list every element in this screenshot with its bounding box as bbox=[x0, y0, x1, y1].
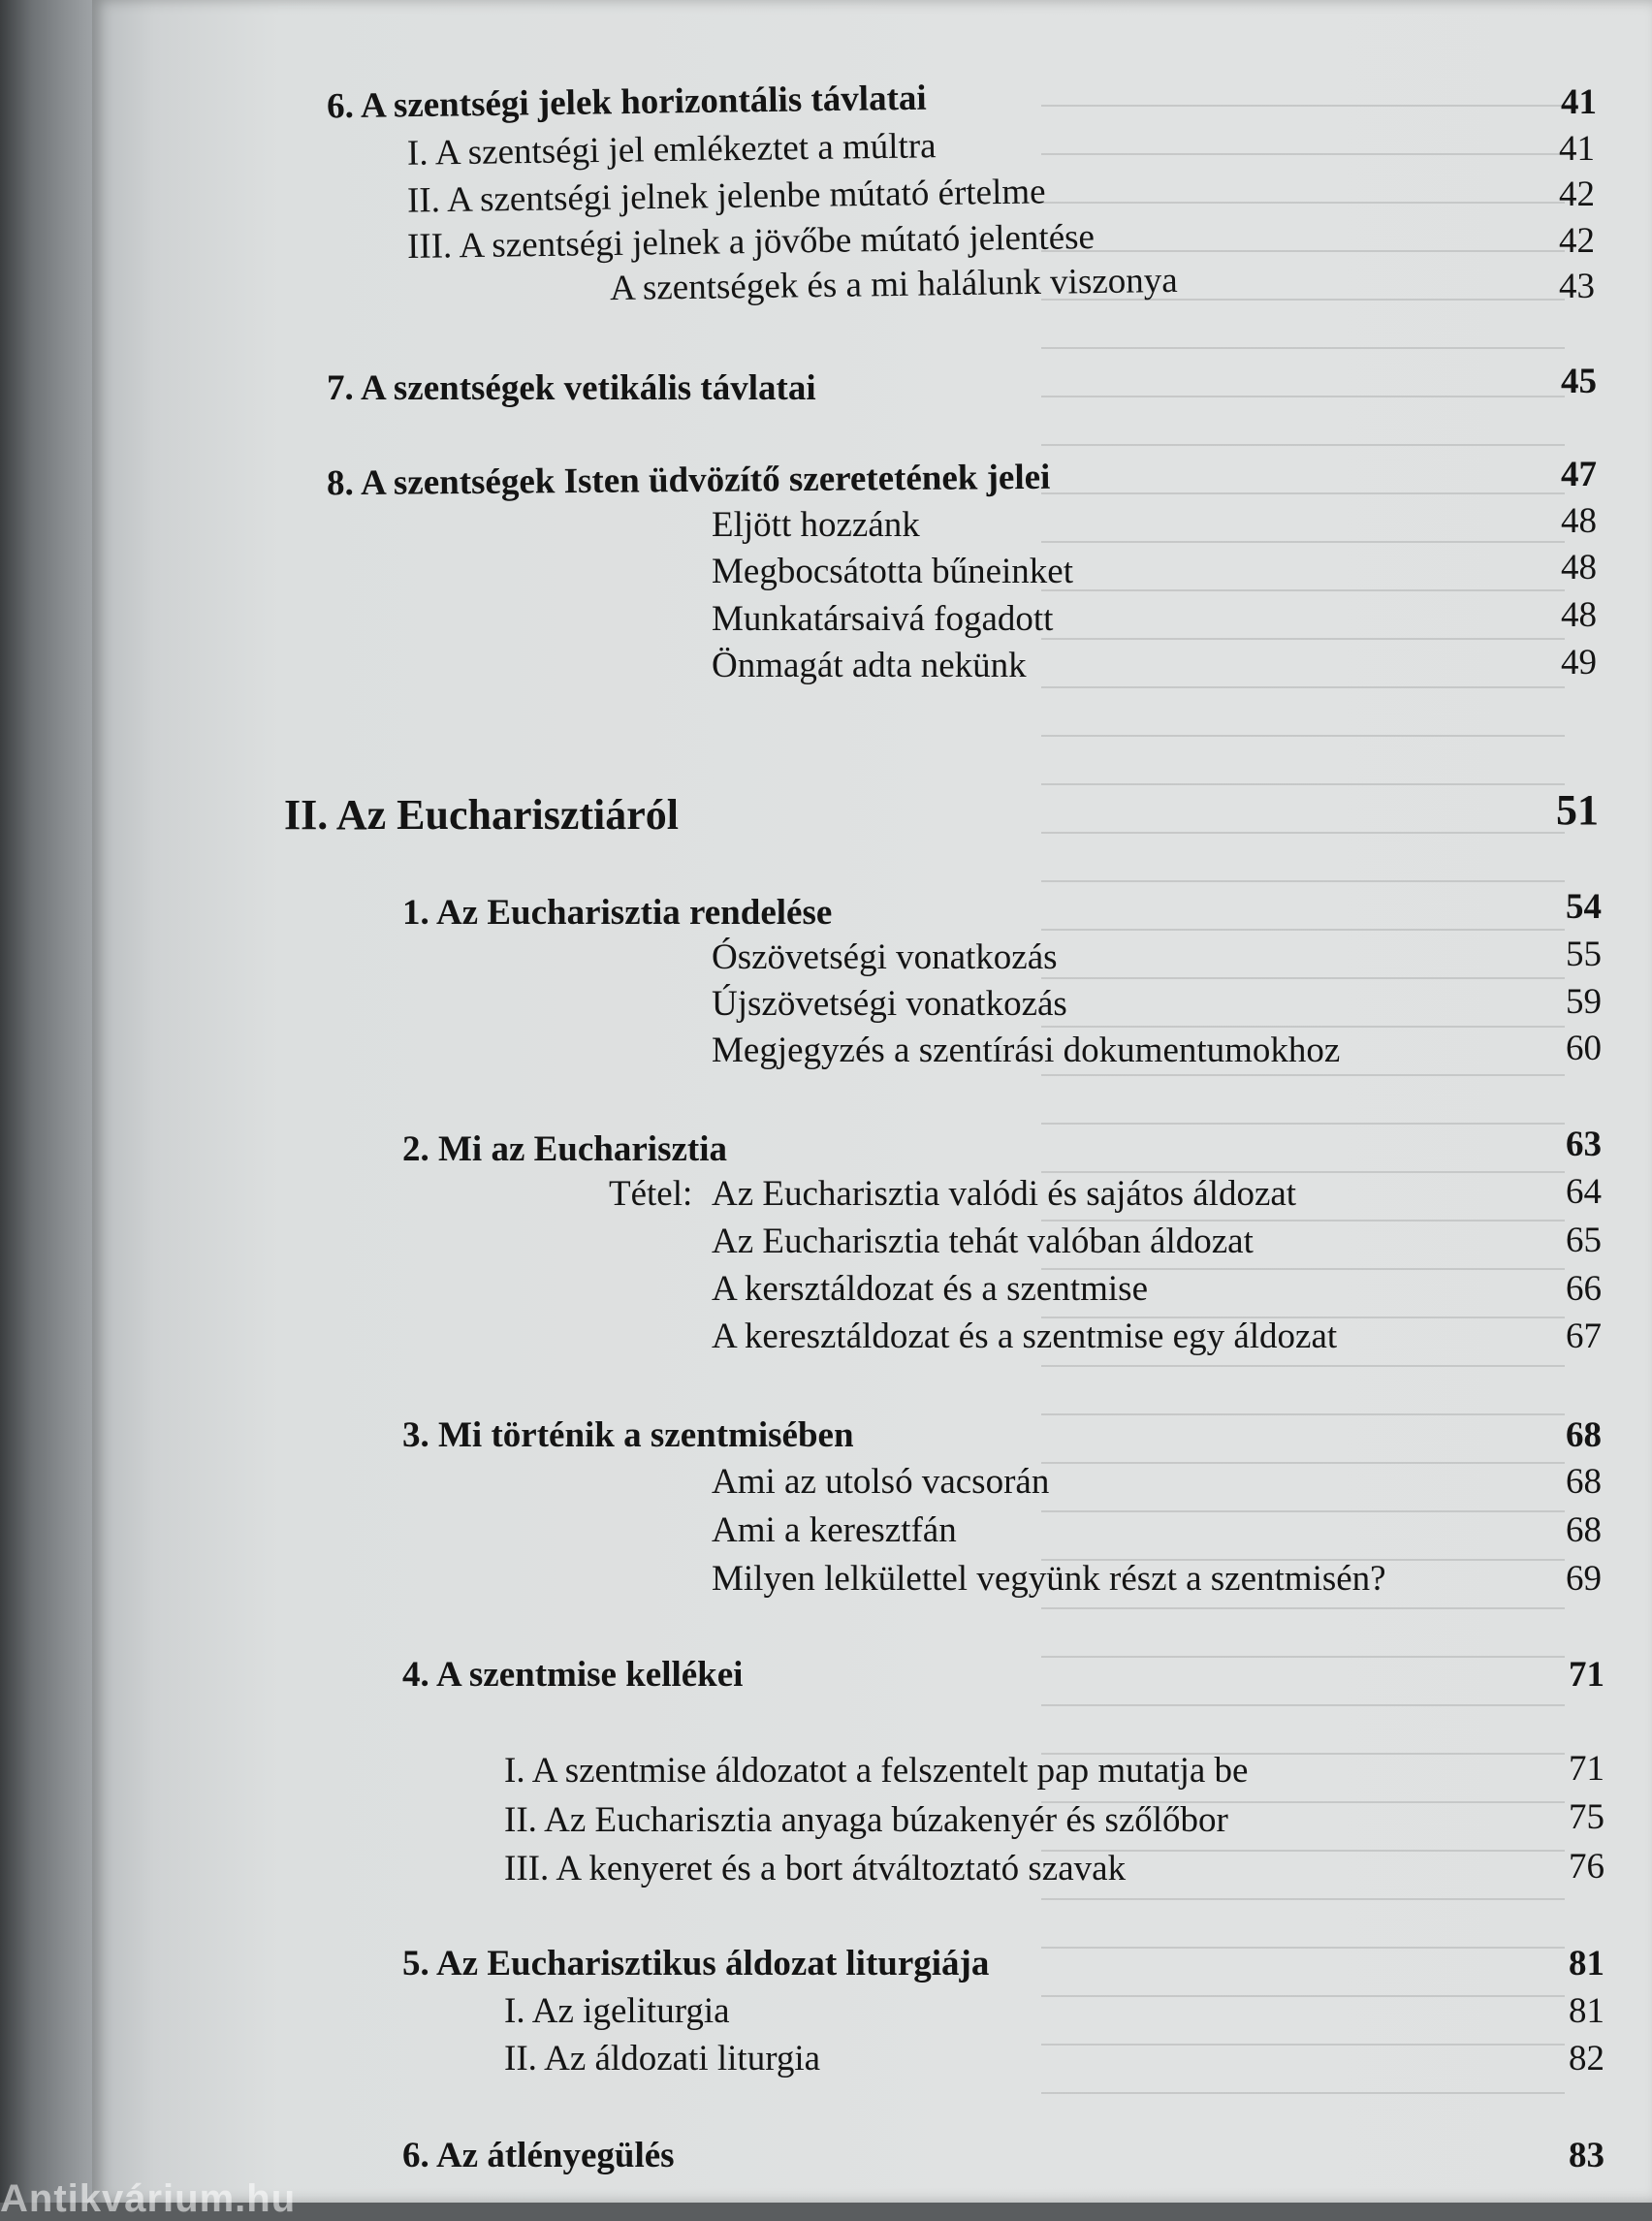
toc-entry: III. A kenyeret és a bort átváltoztató szavak bbox=[504, 1849, 1127, 1888]
toc-section-6-page: 41 bbox=[1561, 82, 1597, 122]
toc-entry: Munkatársaivá fogadott bbox=[712, 599, 1054, 639]
toc-section-8-page: 47 bbox=[1561, 455, 1597, 494]
toc-section-7-title: 7. A szentségek vetikális távlatai bbox=[327, 368, 816, 408]
toc-entry: I. A szentségi jel emlékeztet a múltra bbox=[406, 126, 937, 174]
toc-chapter-6-page: 83 bbox=[1569, 2136, 1604, 2175]
toc-entry: I. A szentmise áldozatot a felszentelt pap mutatja be bbox=[504, 1751, 1249, 1791]
toc-entry: Az Eucharisztia tehát valóban áldozat bbox=[712, 1222, 1254, 1261]
toc-entry-page: 48 bbox=[1561, 501, 1597, 541]
toc-entry: Megjegyzés a szentírási dokumentumokhoz bbox=[712, 1031, 1341, 1070]
toc-entry-page: 48 bbox=[1561, 548, 1597, 587]
toc-section-8-title: 8. A szentségek Isten üdvözítő szeretetének jelei bbox=[326, 457, 1051, 504]
toc-entry: A kersztáldozat és a szentmise bbox=[712, 1269, 1148, 1309]
toc-section-7-page: 45 bbox=[1561, 362, 1597, 401]
toc-entry-page: 64 bbox=[1566, 1172, 1602, 1212]
toc-entry-page: 60 bbox=[1566, 1029, 1602, 1068]
toc-chapter-2-page: 63 bbox=[1566, 1125, 1602, 1164]
toc-chapter-4-page: 71 bbox=[1569, 1655, 1604, 1695]
toc-entry: Ószövetségi vonatkozás bbox=[712, 937, 1058, 977]
toc-chapter-5-title: 5. Az Eucharisztikus áldozat liturgiája bbox=[402, 1944, 990, 1983]
toc-entry-page: 41 bbox=[1559, 129, 1595, 169]
book-page bbox=[92, 0, 1652, 2203]
watermark: Antikvárium.hu bbox=[0, 2177, 297, 2220]
toc-entry: A szentségek és a mi halálunk viszonya bbox=[609, 260, 1178, 309]
toc-entry-page: 66 bbox=[1566, 1269, 1602, 1309]
toc-entry-page: 43 bbox=[1559, 267, 1595, 306]
toc-chapter-1-page: 54 bbox=[1566, 887, 1602, 927]
toc-entry: Megbocsátotta bűneinket bbox=[712, 552, 1073, 591]
toc-entry-page: 59 bbox=[1566, 982, 1602, 1022]
toc-entry: Milyen lelkülettel vegyünk részt a szentmisén? bbox=[712, 1559, 1386, 1599]
toc-entry-page: 48 bbox=[1561, 595, 1597, 635]
toc-entry: A keresztáldozat és a szentmise egy áldozat bbox=[712, 1317, 1338, 1356]
toc-entry-page: 71 bbox=[1569, 1749, 1604, 1789]
toc-entry: I. Az igeliturgia bbox=[504, 1991, 730, 2031]
toc-chapter-6-title: 6. Az átlényegülés bbox=[402, 2136, 675, 2175]
toc-entry-page: 76 bbox=[1569, 1847, 1604, 1887]
toc-section-6-title: 6. A szentségi jelek horizontális távlatai bbox=[326, 78, 927, 127]
toc-chapter-5-page: 81 bbox=[1569, 1944, 1604, 1983]
toc-chapter-3-title: 3. Mi történik a szentmisében bbox=[402, 1415, 854, 1455]
toc-entry-page: 42 bbox=[1559, 175, 1595, 214]
toc-entry-page: 68 bbox=[1566, 1462, 1602, 1502]
toc-entry: Önmagát adta nekünk bbox=[712, 646, 1027, 685]
toc-part-2-title: II. Az Eucharisztiáról bbox=[284, 791, 679, 839]
toc-entry: Az Eucharisztia valódi és sajátos áldozat bbox=[712, 1174, 1297, 1214]
toc-entry: III. A szentségi jelnek a jövőbe mútató jelentése bbox=[406, 217, 1096, 267]
toc-chapter-1-title: 1. Az Eucharisztia rendelése bbox=[402, 893, 833, 933]
book-spine-shadow bbox=[0, 0, 92, 2203]
toc-entry: II. Az áldozati liturgia bbox=[504, 2039, 821, 2078]
toc-entry: Eljött hozzánk bbox=[712, 505, 920, 545]
toc-entry: Újszövetségi vonatkozás bbox=[712, 984, 1067, 1024]
toc-chapter-4-title: 4. A szentmise kellékei bbox=[402, 1655, 744, 1695]
toc-entry-page: 49 bbox=[1561, 643, 1597, 682]
toc-entry-page: 81 bbox=[1569, 1991, 1604, 2031]
toc-entry-page: 68 bbox=[1566, 1510, 1602, 1550]
toc-entry-page: 55 bbox=[1566, 935, 1602, 974]
toc-entry: Ami az utolsó vacsorán bbox=[712, 1462, 1050, 1502]
toc-entry-page: 65 bbox=[1566, 1221, 1602, 1260]
toc-part-2-page: 51 bbox=[1556, 786, 1599, 834]
toc-entry: Ami a keresztfán bbox=[712, 1510, 957, 1550]
toc-thesis-label: Tétel: bbox=[609, 1174, 693, 1214]
toc-entry-page: 75 bbox=[1569, 1797, 1604, 1837]
toc-entry-page: 69 bbox=[1566, 1559, 1602, 1599]
toc-entry: II. A szentségi jelnek jelenbe mútató értelme bbox=[406, 172, 1046, 221]
toc-chapter-2-title: 2. Mi az Eucharisztia bbox=[402, 1129, 728, 1169]
toc-chapter-3-page: 68 bbox=[1566, 1415, 1602, 1455]
toc-entry-page: 82 bbox=[1569, 2039, 1604, 2078]
toc-entry-page: 67 bbox=[1566, 1317, 1602, 1356]
toc-entry-page: 42 bbox=[1559, 221, 1595, 261]
toc-entry: II. Az Eucharisztia anyaga búzakenyér és szőlőbor bbox=[504, 1800, 1228, 1840]
